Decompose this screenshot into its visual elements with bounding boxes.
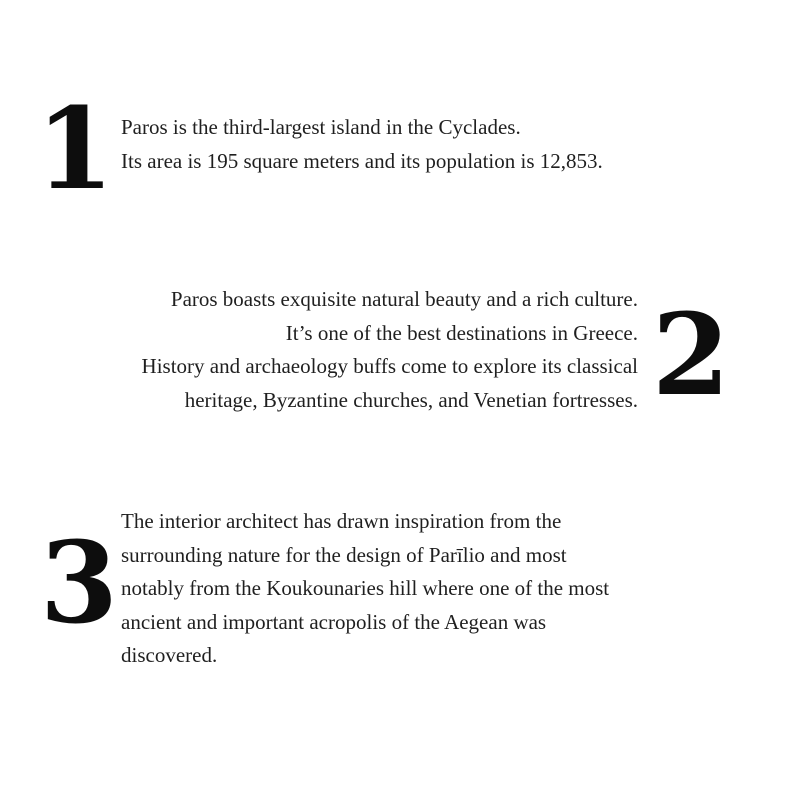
paragraph-two: [142, 283, 638, 417]
paragraph-one-line: Its area is 195 square meters and its population is 12,853.: [121, 148, 603, 173]
numeral-two: 2: [652, 290, 728, 421]
paragraph-three-line: The interior architect has drawn inspiration from the: [121, 509, 562, 533]
paragraph-one-line: Paros is the third-largest island in the Cyclades.: [121, 115, 521, 139]
paragraph-two-line: It’s one of the best destinations in Greece.: [285, 320, 638, 345]
paragraph-three-line: surrounding nature for the design of Parīlio and most: [121, 542, 567, 567]
paragraph-three: [121, 505, 609, 673]
numeral-three: 3: [40, 518, 116, 649]
paragraph-two-line: History and archaeology buffs come to explore its classical: [141, 354, 638, 378]
paragraph-three-line: ancient and important acropolis of the Aegean was: [121, 609, 547, 634]
paragraph-one: [121, 111, 603, 178]
paragraph-three-line: notably from the Koukounaries hill where one of the most: [121, 576, 610, 600]
paragraph-two-line: heritage, Byzantine churches, and Venetian fortresses.: [184, 387, 638, 412]
paragraph-two-line: Paros boasts exquisite natural beauty and a rich culture.: [170, 287, 638, 311]
numeral-one: 1: [36, 84, 112, 215]
paragraph-three-line: discovered.: [121, 643, 218, 667]
